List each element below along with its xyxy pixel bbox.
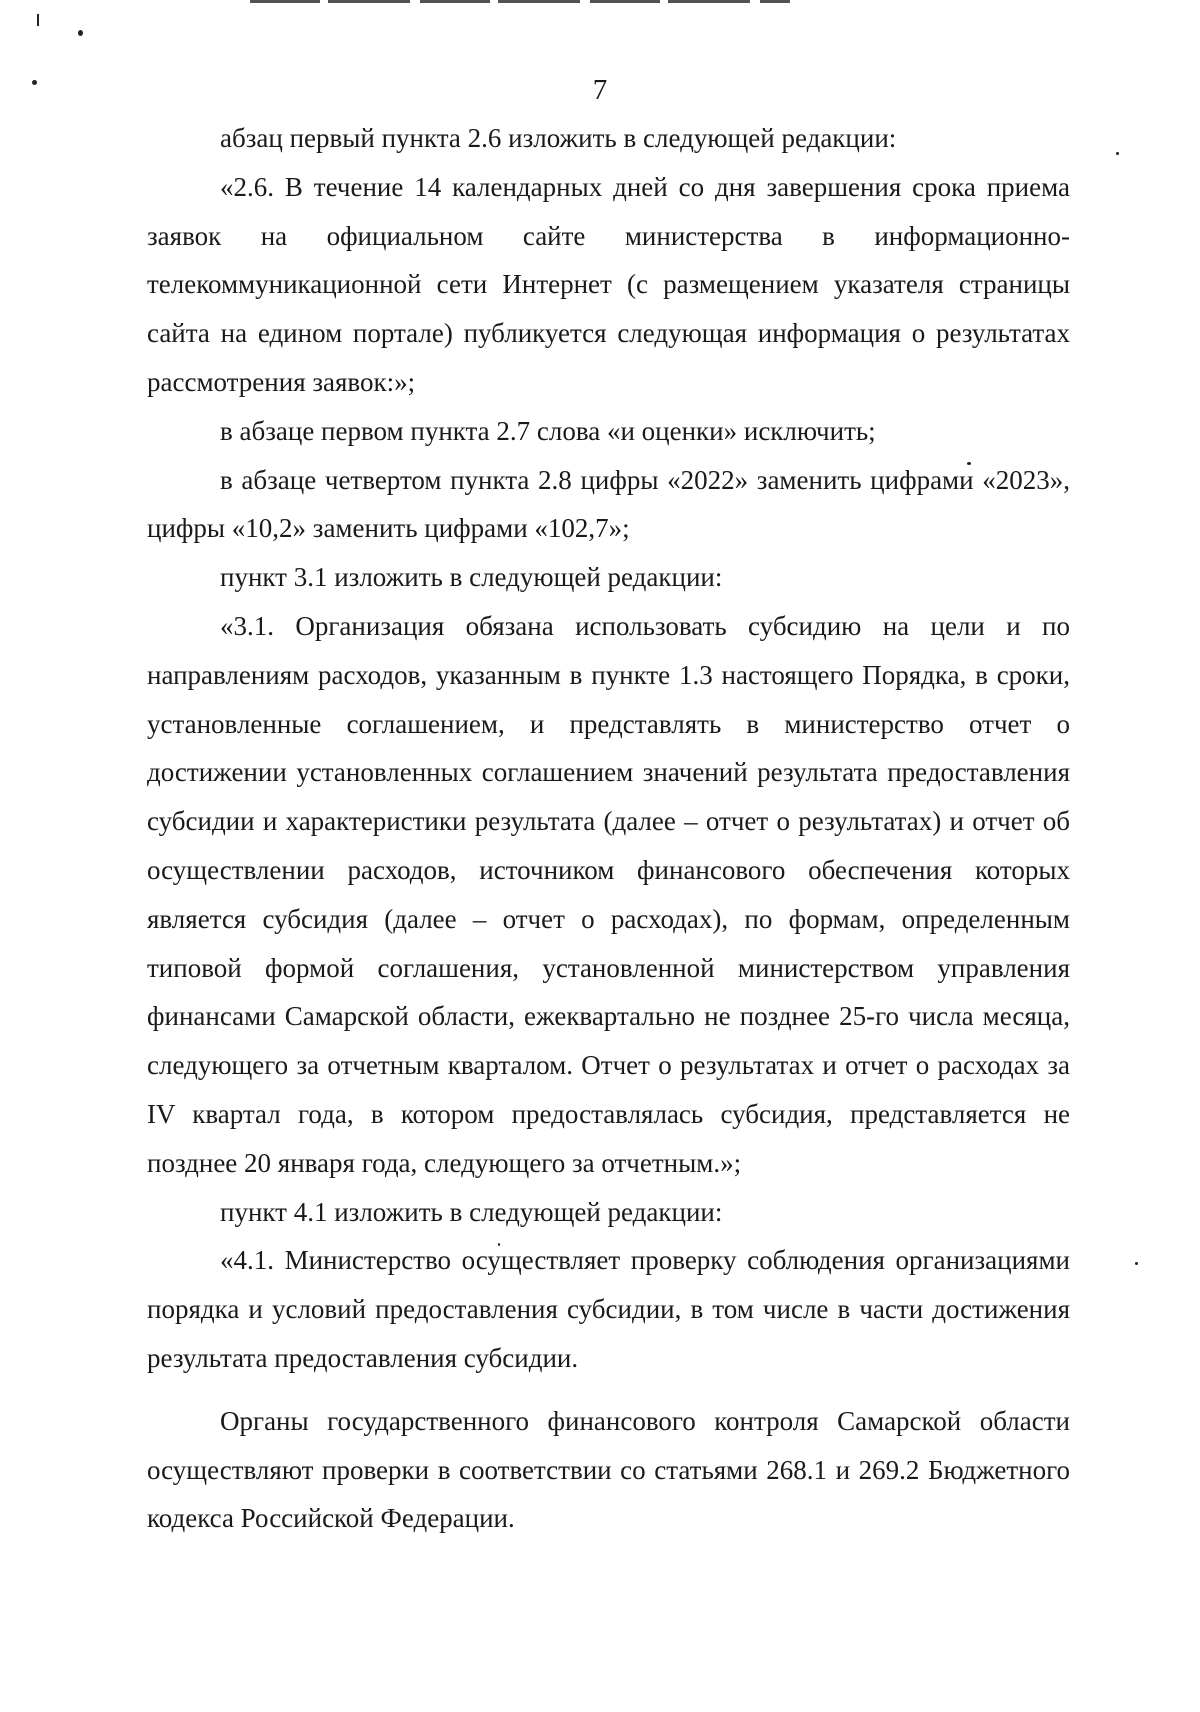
paragraph: в абзаце первом пункта 2.7 слова «и оценки» исключить; (220, 415, 876, 446)
scan-artifact-speck (1135, 1262, 1138, 1265)
scan-artifact-speck (1116, 152, 1119, 155)
paragraph: пункт 3.1 изложить в следующей редакции: (220, 562, 723, 593)
scan-artifact-top-line (250, 0, 790, 3)
paragraph: пункт 4.1 изложить в следующей редакции: (220, 1196, 723, 1227)
document-body (147, 114, 1070, 1543)
scan-artifact-speck (78, 30, 83, 36)
paragraph: «2.6. В течение 14 календарных дней со дня завершения срока приема заявок на официальном сайте министерства в информационно-телекоммуникационной сети Интернет (с размещением указателя страницы сайта на едином портале) публикуется следующая информация о результатах рассмотрения заявок:»; (147, 171, 1070, 397)
paragraph: в абзаце четвертом пункта 2.8 цифры «2022» заменить цифрами «2023», цифры «10,2» заменить цифрами «102,7»; (147, 464, 1070, 544)
paragraph: абзац первый пункта 2.6 изложить в следующей редакции: (220, 123, 897, 153)
paragraph: «3.1. Организация обязана использовать субсидию на цели и по направлениям расходов, указанным в пункте 1.3 настоящего Порядка, в сроки, установленные соглашением, и представлять в министерство отчет о достижении установленных соглашением значений результата предоставления субсидии и характеристики результата (далее – отчет о результатах) и отчет об осуществлении расходов, источником финансового обеспечения которых является субсидия (далее – отчет о расходах), по формам, определенным типовой формой соглашения, установленной министерством управления финансами Самарской области, ежеквартально не позднее 25-го числа месяца, следующего за отчетным кварталом. Отчет о результатах и отчет о расходах за IV квартал года, в котором предоставлялась субсидия, представляется не позднее 20 января года, следующего за отчетным.»; (147, 610, 1070, 1178)
paragraph: «4.1. Министерство осуществляет проверку соблюдения организациями порядка и условий предоставления субсидии, в том числе в части достижения результата предоставления субсидии. (147, 1245, 1070, 1373)
scan-artifact-mark (37, 14, 39, 26)
page-number: 7 (592, 74, 608, 106)
paragraph: Органы государственного финансового контроля Самарской области осуществляют проверки в соответствии со статьями 268.1 и 269.2 Бюджетного кодекса Российской Федерации. (147, 1405, 1070, 1534)
